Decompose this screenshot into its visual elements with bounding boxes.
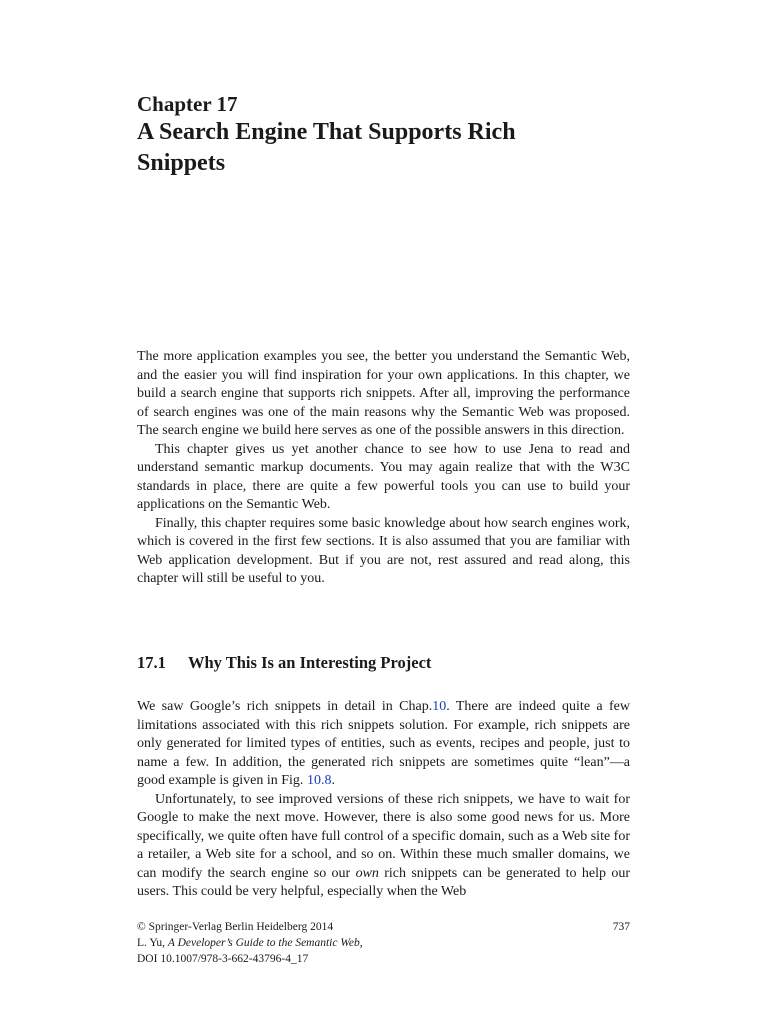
citation-author: L. Yu, [137, 937, 168, 949]
chapter-label: Chapter 17 [137, 92, 238, 116]
section-title: Why This Is an Interesting Project [188, 653, 432, 672]
section-paragraph-2 [137, 791, 630, 902]
emphasis-text: own [355, 865, 379, 881]
paragraph-text: . [331, 773, 335, 788]
citation-line [137, 935, 630, 951]
paragraph-text: Unfortunately, to see improved versions of these rich snippets, we have to wait for Google to make the next move. However, there is also some good news for us. More specifically, we quite often have full control of a specific domain, such as a Web site for a retailer, a Web site for a school, and so on. Within these much smaller domains, we can modify the search engine so our [137, 791, 630, 881]
section-number: 17.1 [137, 653, 166, 672]
intro-paragraph-1: The more application examples you see, the better you understand the Semantic Web, and the easier you will find inspiration for your own applications. In this chapter, we build a search engine that supports rich snippets. After all, improving the performance of search engines was one of the main reasons why the Semantic Web was proposed. The search engine we build here serves as one of the possible answers in this direction. [137, 349, 630, 438]
citation-title: A Developer’s Guide to the Semantic Web [167, 937, 360, 949]
paragraph-text: . There are indeed quite a few limitations associated with this rich snippets solution. For example, rich snippets are only generated for limited types of entities, such as events, recipes and people, just to name a few. In addition, the generated rich snippets are sometimes quite “lean”—a good example is given in Fig. [137, 699, 630, 788]
page-number: 737 [612, 921, 630, 933]
section-text [137, 698, 630, 902]
section-heading [137, 653, 431, 673]
intro-text [137, 348, 630, 589]
paragraph-text: We saw Google’s rich snippets in detail in Chap. [137, 699, 433, 714]
section-paragraph-1 [137, 698, 630, 791]
chapter-ref-link[interactable]: 10 [432, 699, 447, 714]
citation-punct: , [359, 937, 363, 949]
chapter-title: A Search Engine That Supports Rich Snippets [137, 119, 516, 176]
intro-paragraph-2: This chapter gives us yet another chance to see how to use Jena to read and understand semantic markup documents. You may again realize that with the W3C standards in place, there are quite a few powerful tools you can use to build your applications on the Semantic Web. [137, 441, 630, 512]
figure-ref-link[interactable]: 10.8 [306, 773, 332, 788]
doi-line: DOI 10.1007/978-3-662-43796-4_17 [137, 953, 309, 965]
page-footer [137, 919, 630, 967]
intro-paragraph-3: Finally, this chapter requires some basic knowledge about how search engines work, which is covered in the first few sections. It is also assumed that you are familiar with Web application development. But if you are not, rest assured and read along, this chapter will still be useful to you. [137, 515, 630, 586]
paragraph-text: rich snippets can be generated to help our users. This could be very helpful, especially when the Web [137, 865, 631, 899]
copyright-line: © Springer-Verlag Berlin Heidelberg 2014 [137, 921, 334, 933]
